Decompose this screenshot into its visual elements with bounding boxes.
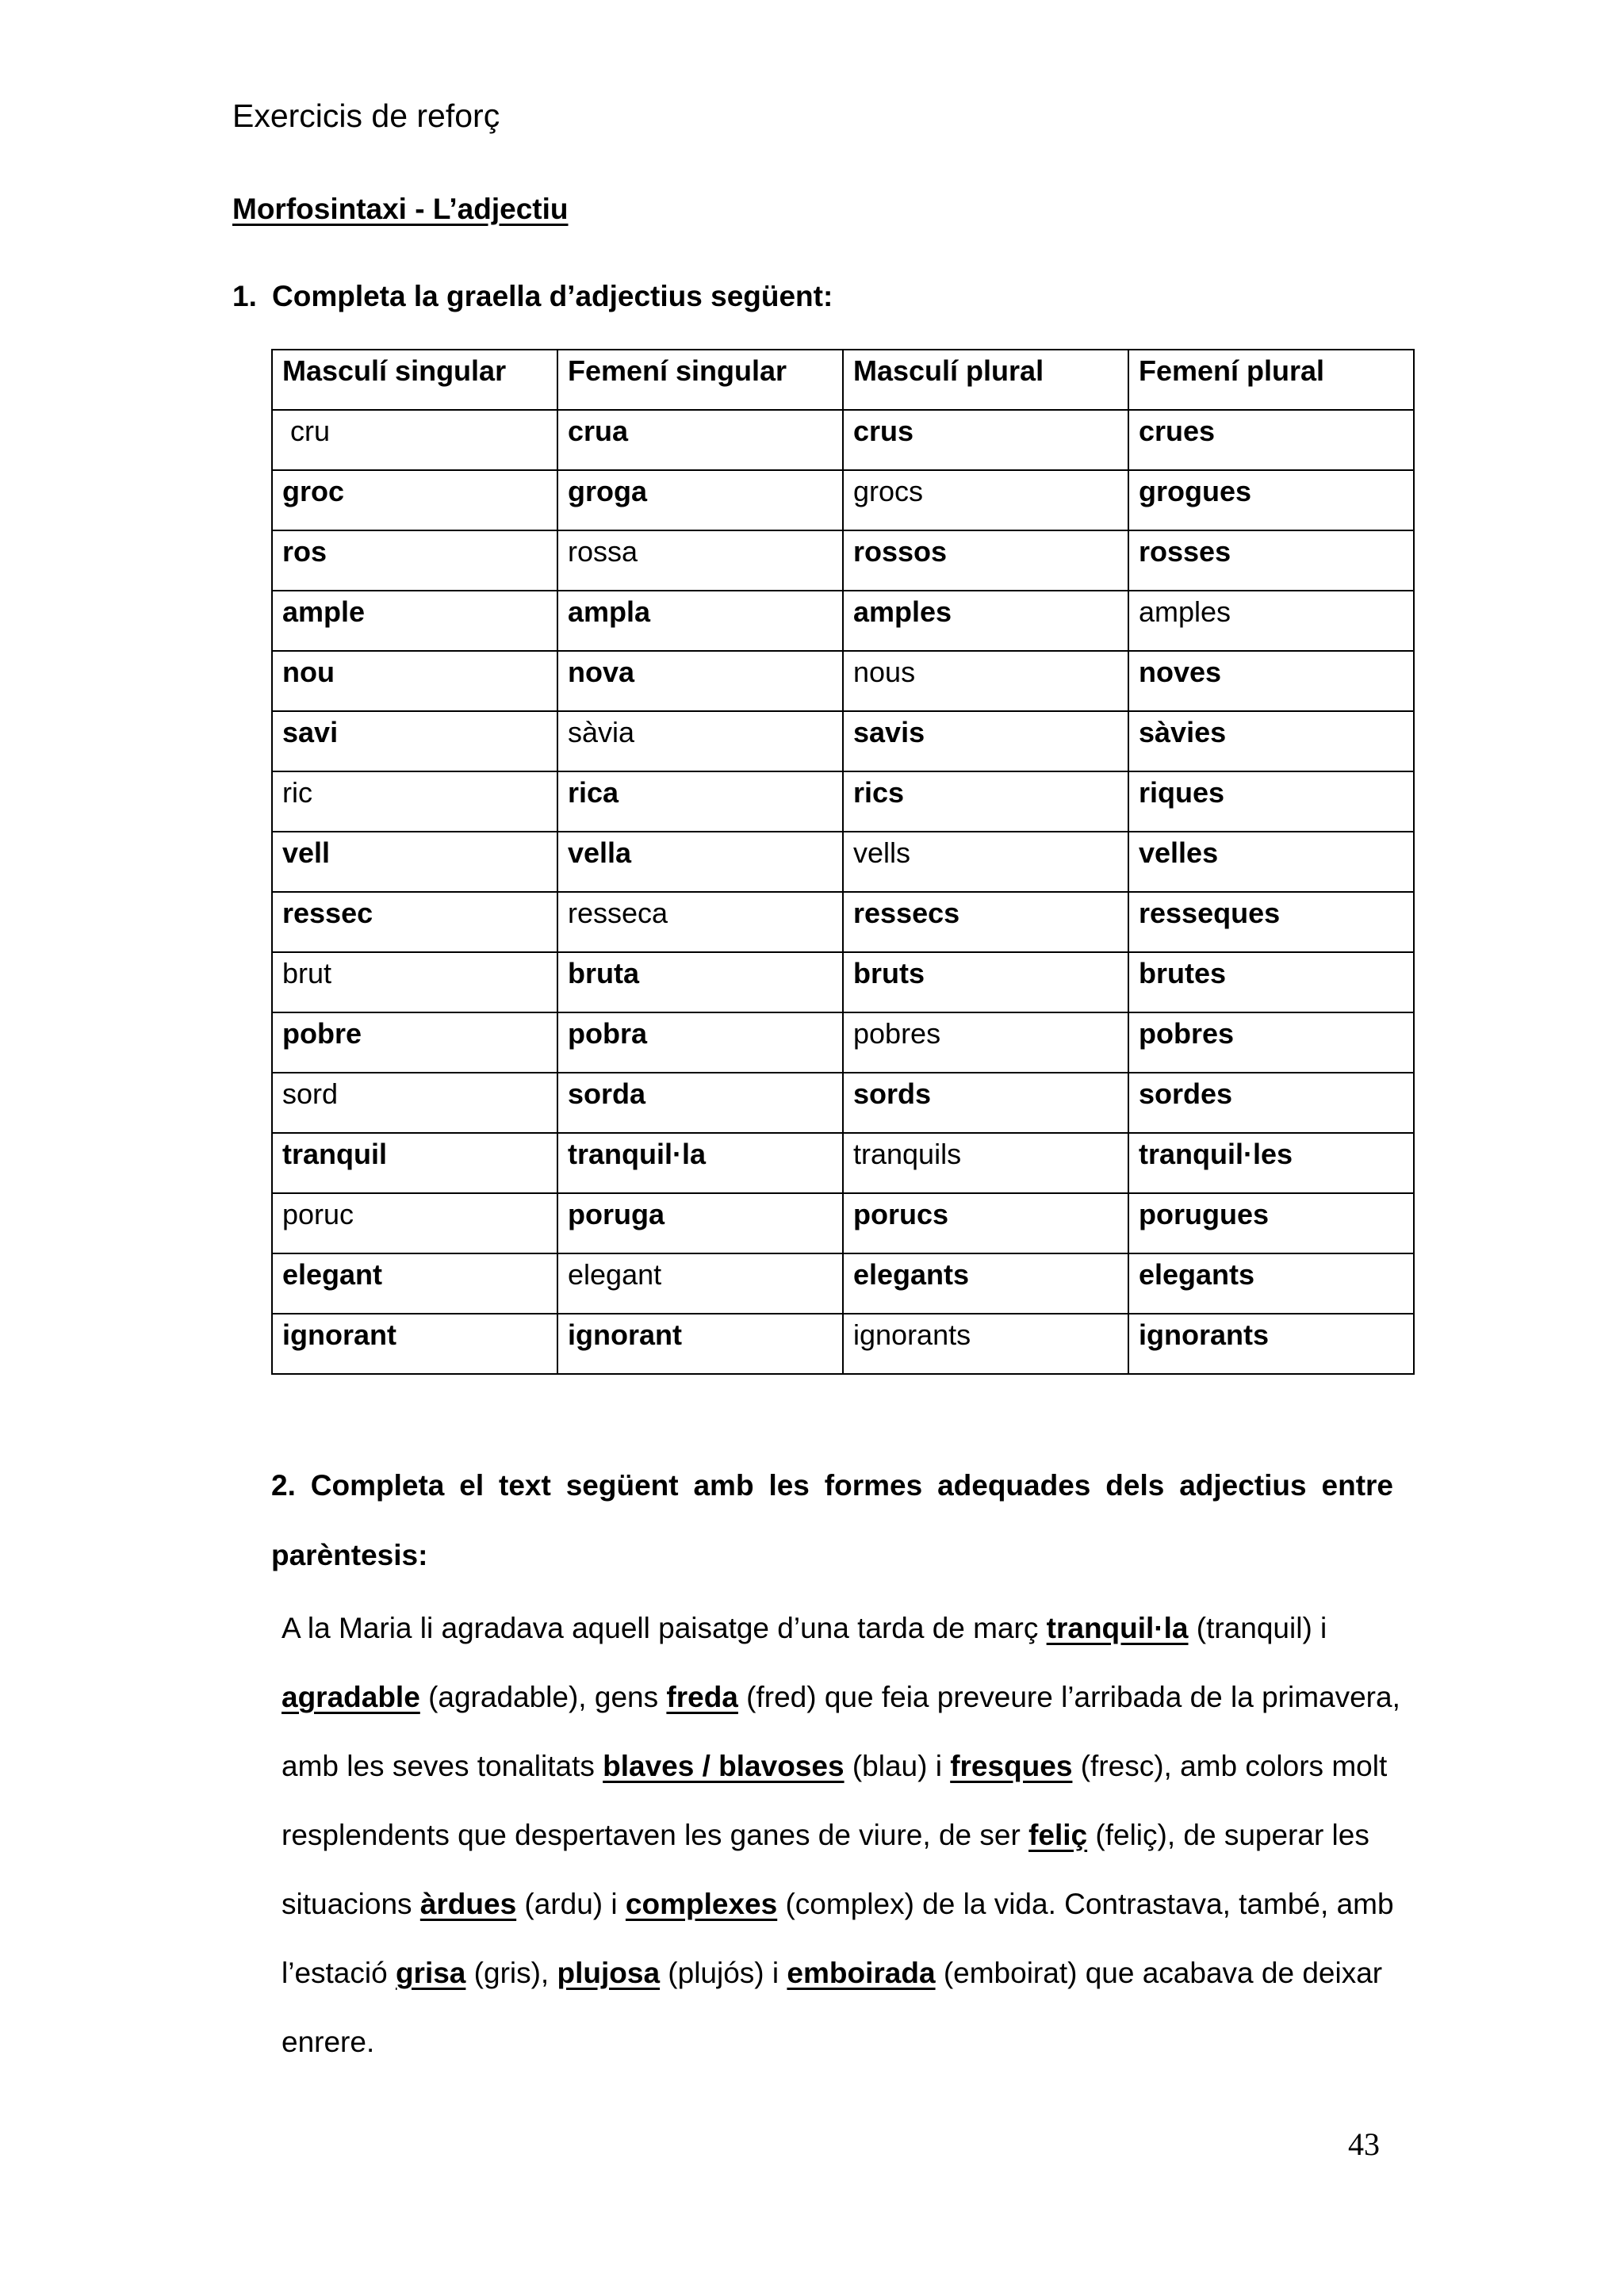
passage-text: (emboirat) que acabava de deixar enrere. [282,1957,1383,2058]
table-cell: ignorants [1128,1314,1414,1374]
table-cell: ample [272,591,557,651]
answer-word: fresques [950,1750,1073,1782]
passage-text: A la Maria li agradava aquell paisatge d’una tarda de març [282,1612,1047,1644]
table-cell: ignorants [843,1314,1128,1374]
passage-text: (blau) i [844,1750,951,1782]
table-cell: rosses [1128,530,1414,591]
table-cell: vells [843,832,1128,892]
passage-text: (gris), [465,1957,557,1989]
section-title: Morfosintaxi - L’adjectiu [232,193,569,225]
table-cell: rossos [843,530,1128,591]
exercise-1-number: 1. [232,280,257,312]
table-cell: savis [843,711,1128,771]
table-cell: tranquil·la [557,1133,843,1193]
table-row [272,1133,1414,1193]
table-cell: brut [272,952,557,1012]
table-cell: elegant [557,1253,843,1314]
table-cell: riques [1128,771,1414,832]
table-cell: pobre [272,1012,557,1073]
table-row [272,591,1414,651]
adjective-table [271,349,1415,1375]
table-cell: porucs [843,1193,1128,1253]
table-cell: crues [1128,410,1414,470]
table-cell: sàvia [557,711,843,771]
passage-text: (fred) que feia preveure l’arribada de la primavera, amb les seves tonalitats [282,1681,1400,1782]
table-cell: nou [272,651,557,711]
table-row [272,952,1414,1012]
table-cell: ressecs [843,892,1128,952]
table-cell: crua [557,410,843,470]
passage-text: (ardu) i [516,1888,626,1920]
table-cell: groga [557,470,843,530]
table-row [272,1012,1414,1073]
table-cell: sorda [557,1073,843,1133]
table-cell: ros [272,530,557,591]
answer-word: agradable [282,1681,420,1713]
table-cell: rica [557,771,843,832]
table-cell: tranquil·les [1128,1133,1414,1193]
table-header-row [272,350,1414,410]
table-cell: vella [557,832,843,892]
table-cell: nova [557,651,843,711]
table-row [272,1253,1414,1314]
table-cell: resseca [557,892,843,952]
table-cell: elegants [1128,1253,1414,1314]
table-cell: sàvies [1128,711,1414,771]
table-cell: nous [843,651,1128,711]
table-cell: poruga [557,1193,843,1253]
column-header: Femení singular [557,350,843,410]
column-header: Femení plural [1128,350,1414,410]
answer-word: freda [666,1681,738,1713]
table-cell: brutes [1128,952,1414,1012]
table-cell: ric [272,771,557,832]
table-row [272,832,1414,892]
table-cell: bruts [843,952,1128,1012]
exercise-2-passage [282,1594,1408,2076]
table-cell: pobres [1128,1012,1414,1073]
answer-word: emboirada [787,1957,936,1989]
table-cell: grogues [1128,470,1414,530]
passage-text: (fresc), amb colors molt resplendents que despertaven les ganes de viure, de ser [282,1750,1388,1851]
table-cell: amples [843,591,1128,651]
table-cell: tranquils [843,1133,1128,1193]
table-row [272,1073,1414,1133]
table-row [272,771,1414,832]
table-cell: poruc [272,1193,557,1253]
table-cell: vell [272,832,557,892]
table-row [272,1314,1414,1374]
table-cell: crus [843,410,1128,470]
passage-text: (feliç), de superar les situacions [282,1819,1369,1920]
table-cell: pobra [557,1012,843,1073]
table-cell: porugues [1128,1193,1414,1253]
column-header: Masculí plural [843,350,1128,410]
table-cell: noves [1128,651,1414,711]
table-row [272,530,1414,591]
answer-word: tranquil·la [1046,1612,1189,1644]
exercise-2-heading: 2. Completa el text següent amb les formes adequades dels adjectius entre parèntesis: [271,1469,1393,1571]
table-row [272,711,1414,771]
table-cell: sord [272,1073,557,1133]
answer-word: complexes [625,1888,778,1920]
answer-word: grisa [395,1957,466,1989]
table-cell: ignorant [557,1314,843,1374]
table-cell: ignorant [272,1314,557,1374]
table-cell: cru [272,410,557,470]
table-cell: rossa [557,530,843,591]
table-row [272,1193,1414,1253]
table-cell: velles [1128,832,1414,892]
table-cell: bruta [557,952,843,1012]
table-cell: sords [843,1073,1128,1133]
table-cell: savi [272,711,557,771]
passage-text: (tranquil) i [1188,1612,1327,1644]
table-cell: ampla [557,591,843,651]
table-cell: elegant [272,1253,557,1314]
page-number: 43 [1348,2126,1380,2162]
page-header: Exercicis de reforç [232,98,500,134]
table-row [272,470,1414,530]
table-row [272,410,1414,470]
table-cell: resseques [1128,892,1414,952]
table-cell: elegants [843,1253,1128,1314]
answer-word: blaves / blavoses [603,1750,845,1782]
answer-word: àrdues [419,1888,517,1920]
exercise-1-heading [232,277,833,316]
table-cell: amples [1128,591,1414,651]
answer-word: feliç [1028,1819,1088,1851]
column-header: Masculí singular [272,350,557,410]
passage-text: (plujós) i [660,1957,787,1989]
table-cell: sordes [1128,1073,1414,1133]
exercise-1-instruction: Completa la graella d’adjectius següent: [272,280,833,312]
answer-word: plujosa [557,1957,661,1989]
table-cell: pobres [843,1012,1128,1073]
passage-text: (agradable), gens [419,1681,667,1713]
table-cell: ressec [272,892,557,952]
table-cell: rics [843,771,1128,832]
table-row [272,651,1414,711]
table-cell: groc [272,470,557,530]
table-cell: grocs [843,470,1128,530]
table-cell: tranquil [272,1133,557,1193]
table-row [272,892,1414,952]
passage-text: (complex) de la vida. Contrastava, també, amb l’estació [282,1888,1394,1989]
